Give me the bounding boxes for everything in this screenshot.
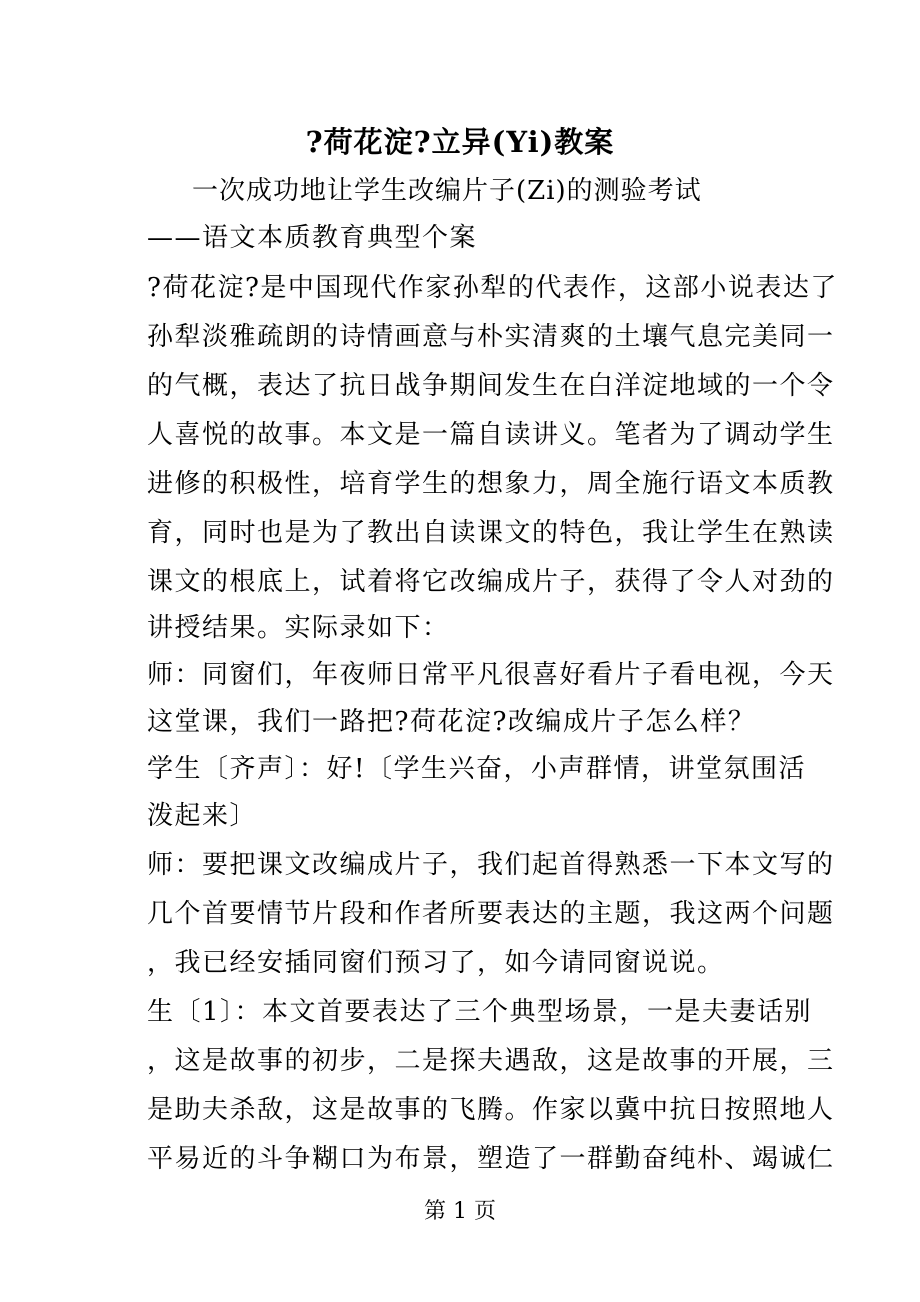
document-title: ?荷花淀?立异(Yi)教案 [305,125,615,159]
text-line: 是助夫杀敌，这是故事的飞腾。作家以冀中抗日按照地人 [147,1095,835,1125]
text-line: 课文的根底上，试着将它改编成片子，获得了令人对劲的 [147,567,835,597]
text-line: ，我已经安插同窗们预习了，如今请同窗说说。 [147,948,725,978]
page-number: 第 1 页 [424,1199,496,1224]
text-line: 几个首要情节片段和作者所要表达的主题，我这两个问题 [147,899,835,929]
text-line: 生〔1〕：本文首要表达了三个典型场景，一是夫妻话别 [147,997,813,1027]
text-line: 的气概，表达了抗日战争期间发生在白洋淀地域的一个令 [147,371,835,401]
text-line: 师：要把课文改编成片子，我们起首得熟悉一下本文写的 [147,850,835,880]
text-line: ?荷花淀?是中国现代作家孙犁的代表作，这部小说表达了 [147,273,838,303]
text-line: 孙犁淡雅疏朗的诗情画意与朴实清爽的土壤气息完美同一 [147,322,835,352]
text-line: 泼起来〕 [147,801,258,831]
text-line: ，这是故事的初步，二是探夫遇敌，这是故事的开展，三 [147,1046,835,1076]
text-line: 人喜悦的故事。本文是一篇自读讲义。笔者为了调动学生 [147,420,835,450]
text-line: 育，同时也是为了教出自读课文的特色，我让学生在熟读 [147,518,835,548]
text-line: 这堂课，我们一路把?荷花淀?改编成片子怎么样？ [147,707,756,737]
document-subtitle: 一次成功地让学生改编片子(Zi)的测验考试 [192,176,702,206]
text-line: 学生〔齐声〕：好!〔学生兴奋，小声群情，讲堂氛围活 [147,754,806,784]
text-line: 平易近的斗争糊口为布景，塑造了一群勤奋纯朴、竭诚仁 [147,1144,835,1174]
text-line: 讲授结果。实际录如下： [147,613,450,643]
text-line: 师：同窗们，年夜师日常平凡很喜好看片子看电视，今天 [147,660,835,690]
text-line: ——语文本质教育典型个案 [147,223,478,253]
text-line: 进修的积极性，培育学生的想象力，周全施行语文本质教 [147,469,835,499]
